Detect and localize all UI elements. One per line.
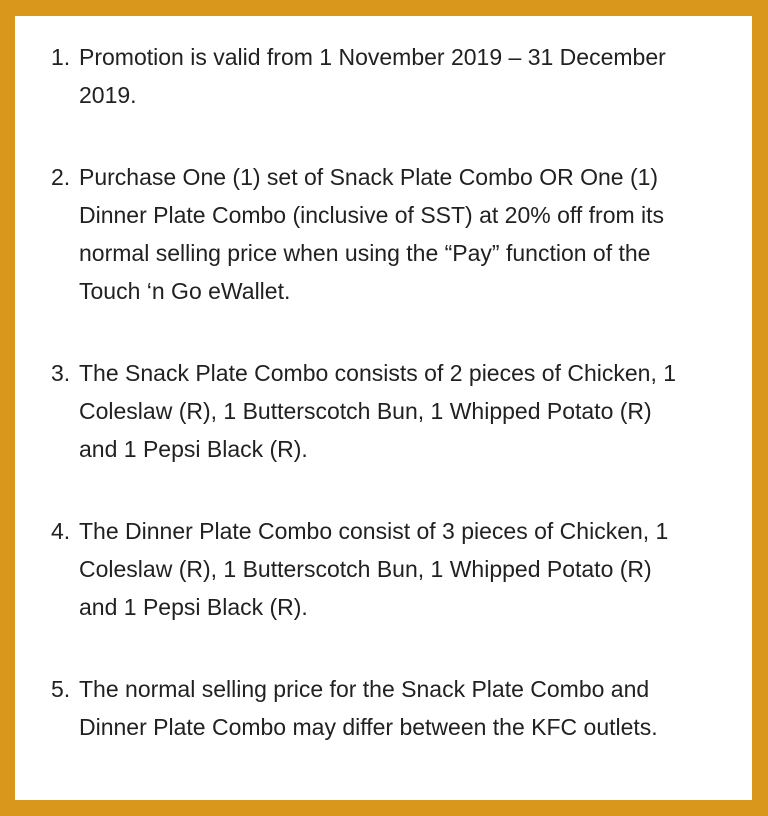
term-item-4 (15, 512, 689, 626)
term-text: Promotion is valid from 1 November 2019 – 31 December 2019. (79, 44, 666, 108)
term-number: 5. (51, 676, 71, 702)
term-number: 3. (51, 360, 71, 386)
term-text: Purchase One (1) set of Snack Plate Combo OR One (1) Dinner Plate Combo (inclusive of SST) at 20% off from its normal selling price when using the “Pay” function of the Touch ‘n Go eWallet. (79, 164, 665, 304)
terms-list (15, 38, 752, 790)
term-item-5 (15, 670, 689, 746)
term-number: 2. (51, 164, 71, 190)
terms-card (15, 16, 752, 800)
term-item-2 (15, 158, 689, 310)
term-text: The normal selling price for the Snack Plate Combo and Dinner Plate Combo may differ between the KFC outlets. (79, 676, 658, 740)
term-number: 4. (51, 518, 71, 544)
term-item-1 (15, 38, 689, 114)
term-number: 1. (51, 44, 71, 70)
term-item-3 (15, 354, 689, 468)
term-text: The Snack Plate Combo consists of 2 pieces of Chicken, 1 Coleslaw (R), 1 Butterscotch Bun, 1 Whipped Potato (R) and 1 Pepsi Black (R). (79, 360, 677, 462)
term-text: The Dinner Plate Combo consist of 3 pieces of Chicken, 1 Coleslaw (R), 1 Butterscotch Bun, 1 Whipped Potato (R) and 1 Pepsi Black (R). (79, 518, 669, 620)
